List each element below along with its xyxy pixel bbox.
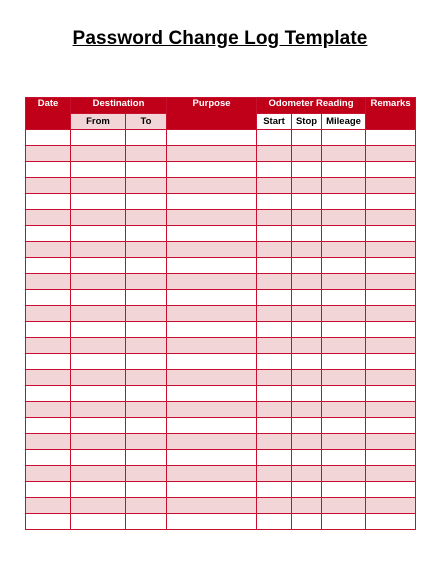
log-cell[interactable] [292, 386, 322, 402]
log-cell[interactable] [322, 146, 366, 162]
log-cell[interactable] [257, 274, 292, 290]
log-cell[interactable] [71, 434, 126, 450]
log-cell[interactable] [71, 338, 126, 354]
log-cell[interactable] [257, 146, 292, 162]
log-cell[interactable] [322, 162, 366, 178]
log-cell[interactable] [167, 498, 257, 514]
log-cell[interactable] [322, 386, 366, 402]
log-cell[interactable] [292, 306, 322, 322]
log-row [26, 194, 416, 210]
log-cell[interactable] [71, 370, 126, 386]
log-cell[interactable] [292, 498, 322, 514]
log-cell[interactable] [71, 450, 126, 466]
log-row [26, 130, 416, 146]
log-cell[interactable] [292, 226, 322, 242]
log-cell[interactable] [366, 418, 416, 434]
log-cell[interactable] [167, 434, 257, 450]
log-cell[interactable] [257, 306, 292, 322]
log-cell[interactable] [292, 274, 322, 290]
log-cell[interactable] [126, 402, 167, 418]
log-cell[interactable] [71, 146, 126, 162]
log-row [26, 178, 416, 194]
log-cell[interactable] [71, 210, 126, 226]
subheader-to: To [126, 114, 167, 130]
log-cell[interactable] [167, 514, 257, 530]
log-cell[interactable] [26, 146, 71, 162]
log-cell[interactable] [292, 354, 322, 370]
log-cell[interactable] [167, 290, 257, 306]
log-cell[interactable] [257, 402, 292, 418]
log-cell[interactable] [292, 258, 322, 274]
log-row [26, 322, 416, 338]
log-cell[interactable] [126, 354, 167, 370]
log-cell[interactable] [366, 258, 416, 274]
log-cell[interactable] [322, 450, 366, 466]
log-cell[interactable] [322, 258, 366, 274]
log-cell[interactable] [257, 482, 292, 498]
log-cell[interactable] [126, 226, 167, 242]
log-cell[interactable] [257, 386, 292, 402]
log-cell[interactable] [257, 418, 292, 434]
log-cell[interactable] [71, 290, 126, 306]
log-cell[interactable] [71, 242, 126, 258]
header-destination: Destination [71, 98, 167, 114]
log-row [26, 258, 416, 274]
log-cell[interactable] [322, 482, 366, 498]
log-cell[interactable] [292, 130, 322, 146]
log-cell[interactable] [366, 386, 416, 402]
log-cell[interactable] [322, 210, 366, 226]
log-cell[interactable] [26, 290, 71, 306]
log-cell[interactable] [71, 322, 126, 338]
log-cell[interactable] [167, 370, 257, 386]
log-cell[interactable] [257, 498, 292, 514]
log-row [26, 450, 416, 466]
log-cell[interactable] [292, 418, 322, 434]
log-cell[interactable] [322, 178, 366, 194]
log-cell[interactable] [366, 146, 416, 162]
log-cell[interactable] [257, 162, 292, 178]
log-row [26, 498, 416, 514]
log-cell[interactable] [366, 178, 416, 194]
log-cell[interactable] [71, 194, 126, 210]
log-cell[interactable] [167, 338, 257, 354]
log-cell[interactable] [126, 242, 167, 258]
log-cell[interactable] [366, 402, 416, 418]
log-cell[interactable] [366, 274, 416, 290]
log-cell[interactable] [126, 338, 167, 354]
log-cell[interactable] [322, 242, 366, 258]
subheader-start: Start [257, 114, 292, 130]
log-cell[interactable] [257, 434, 292, 450]
log-cell[interactable] [292, 242, 322, 258]
log-cell[interactable] [71, 466, 126, 482]
log-row [26, 514, 416, 530]
log-cell[interactable] [71, 178, 126, 194]
log-cell[interactable] [366, 482, 416, 498]
log-row [26, 402, 416, 418]
log-cell[interactable] [71, 402, 126, 418]
log-cell[interactable] [26, 402, 71, 418]
log-cell[interactable] [26, 274, 71, 290]
log-cell[interactable] [366, 194, 416, 210]
log-cell[interactable] [366, 130, 416, 146]
log-cell[interactable] [167, 354, 257, 370]
log-row [26, 418, 416, 434]
log-row [26, 386, 416, 402]
log-row [26, 338, 416, 354]
log-cell[interactable] [322, 274, 366, 290]
log-cell[interactable] [126, 498, 167, 514]
log-cell[interactable] [26, 306, 71, 322]
log-cell[interactable] [126, 146, 167, 162]
log-cell[interactable] [167, 450, 257, 466]
log-cell[interactable] [26, 514, 71, 530]
log-cell[interactable] [26, 258, 71, 274]
log-cell[interactable] [167, 226, 257, 242]
log-cell[interactable] [292, 210, 322, 226]
log-cell[interactable] [126, 514, 167, 530]
log-cell[interactable] [322, 322, 366, 338]
log-row [26, 354, 416, 370]
log-cell[interactable] [366, 210, 416, 226]
log-cell[interactable] [26, 450, 71, 466]
log-cell[interactable] [126, 162, 167, 178]
log-row [26, 306, 416, 322]
log-cell[interactable] [126, 450, 167, 466]
log-cell[interactable] [322, 338, 366, 354]
log-cell[interactable] [322, 226, 366, 242]
log-cell[interactable] [126, 210, 167, 226]
log-cell[interactable] [167, 322, 257, 338]
log-cell[interactable] [257, 354, 292, 370]
log-cell[interactable] [257, 514, 292, 530]
log-cell[interactable] [71, 258, 126, 274]
log-row [26, 242, 416, 258]
log-row [26, 290, 416, 306]
log-cell[interactable] [366, 434, 416, 450]
log-cell[interactable] [26, 210, 71, 226]
log-cell[interactable] [167, 418, 257, 434]
log-cell[interactable] [26, 418, 71, 434]
log-cell[interactable] [257, 370, 292, 386]
log-row [26, 162, 416, 178]
log-cell[interactable] [292, 370, 322, 386]
log-cell[interactable] [322, 498, 366, 514]
log-cell[interactable] [71, 386, 126, 402]
log-cell[interactable] [26, 178, 71, 194]
log-cell[interactable] [71, 498, 126, 514]
log-cell[interactable] [71, 482, 126, 498]
log-cell[interactable] [322, 290, 366, 306]
log-cell[interactable] [322, 354, 366, 370]
header-remarks: Remarks [366, 98, 416, 130]
log-row [26, 146, 416, 162]
log-cell[interactable] [26, 370, 71, 386]
log-cell[interactable] [292, 146, 322, 162]
log-cell[interactable] [292, 514, 322, 530]
log-cell[interactable] [126, 322, 167, 338]
log-cell[interactable] [167, 402, 257, 418]
log-cell[interactable] [292, 482, 322, 498]
log-cell[interactable] [71, 130, 126, 146]
subheader-from: From [71, 114, 126, 130]
log-cell[interactable] [71, 514, 126, 530]
log-cell[interactable] [26, 466, 71, 482]
header-date: Date [26, 98, 71, 130]
log-cell[interactable] [292, 434, 322, 450]
log-cell[interactable] [26, 354, 71, 370]
log-cell[interactable] [126, 418, 167, 434]
log-cell[interactable] [257, 210, 292, 226]
log-cell[interactable] [126, 370, 167, 386]
log-body [26, 130, 416, 530]
log-cell[interactable] [257, 450, 292, 466]
log-cell[interactable] [26, 226, 71, 242]
log-cell[interactable] [366, 450, 416, 466]
log-cell[interactable] [167, 306, 257, 322]
log-cell[interactable] [292, 450, 322, 466]
log-row [26, 482, 416, 498]
log-cell[interactable] [71, 354, 126, 370]
log-cell[interactable] [126, 258, 167, 274]
log-cell[interactable] [71, 162, 126, 178]
log-cell[interactable] [71, 226, 126, 242]
log-cell[interactable] [126, 434, 167, 450]
log-cell[interactable] [322, 514, 366, 530]
log-cell[interactable] [366, 306, 416, 322]
log-row [26, 210, 416, 226]
log-cell[interactable] [257, 338, 292, 354]
log-cell[interactable] [26, 322, 71, 338]
log-cell[interactable] [71, 274, 126, 290]
log-cell[interactable] [71, 306, 126, 322]
log-cell[interactable] [126, 274, 167, 290]
log-cell[interactable] [366, 322, 416, 338]
log-cell[interactable] [292, 178, 322, 194]
log-cell[interactable] [292, 290, 322, 306]
log-cell[interactable] [126, 194, 167, 210]
log-cell[interactable] [292, 162, 322, 178]
log-cell[interactable] [366, 498, 416, 514]
log-cell[interactable] [26, 386, 71, 402]
header-purpose: Purpose [167, 98, 257, 130]
log-cell[interactable] [167, 466, 257, 482]
log-cell[interactable] [71, 418, 126, 434]
log-cell[interactable] [292, 466, 322, 482]
log-cell[interactable] [292, 338, 322, 354]
log-cell[interactable] [126, 466, 167, 482]
log-cell[interactable] [26, 130, 71, 146]
header-odometer-reading: Odometer Reading [257, 98, 366, 114]
log-cell[interactable] [322, 306, 366, 322]
log-row [26, 434, 416, 450]
log-cell[interactable] [292, 194, 322, 210]
log-cell[interactable] [167, 130, 257, 146]
log-cell[interactable] [322, 466, 366, 482]
log-cell[interactable] [126, 178, 167, 194]
log-cell[interactable] [322, 418, 366, 434]
log-cell[interactable] [366, 354, 416, 370]
log-cell[interactable] [126, 386, 167, 402]
log-cell[interactable] [26, 434, 71, 450]
log-cell[interactable] [322, 130, 366, 146]
log-cell[interactable] [292, 402, 322, 418]
log-cell[interactable] [26, 242, 71, 258]
log-cell[interactable] [257, 258, 292, 274]
log-cell[interactable] [322, 434, 366, 450]
log-row [26, 274, 416, 290]
log-cell[interactable] [26, 162, 71, 178]
page-title: Password Change Log Template [72, 28, 368, 49]
subheader-stop: Stop [292, 114, 322, 130]
log-cell[interactable] [322, 194, 366, 210]
log-cell[interactable] [257, 226, 292, 242]
log-cell[interactable] [167, 162, 257, 178]
log-cell[interactable] [167, 482, 257, 498]
log-cell[interactable] [366, 242, 416, 258]
log-cell[interactable] [167, 194, 257, 210]
log-cell[interactable] [257, 242, 292, 258]
log-cell[interactable] [126, 130, 167, 146]
log-row [26, 226, 416, 242]
log-cell[interactable] [257, 194, 292, 210]
log-cell[interactable] [322, 370, 366, 386]
log-cell[interactable] [366, 514, 416, 530]
log-cell[interactable] [366, 370, 416, 386]
subheader-mileage: Mileage [322, 114, 366, 130]
log-row [26, 370, 416, 386]
log-cell[interactable] [292, 322, 322, 338]
log-cell[interactable] [126, 482, 167, 498]
log-cell[interactable] [26, 338, 71, 354]
log-cell[interactable] [257, 466, 292, 482]
log-cell[interactable] [322, 402, 366, 418]
log-cell[interactable] [167, 242, 257, 258]
log-cell[interactable] [26, 498, 71, 514]
log-cell[interactable] [167, 258, 257, 274]
log-cell[interactable] [26, 482, 71, 498]
log-cell[interactable] [167, 178, 257, 194]
log-cell[interactable] [167, 274, 257, 290]
log-cell[interactable] [366, 466, 416, 482]
log-row [26, 466, 416, 482]
log-cell[interactable] [366, 162, 416, 178]
log-cell[interactable] [126, 290, 167, 306]
log-cell[interactable] [366, 226, 416, 242]
log-cell[interactable] [366, 338, 416, 354]
log-cell[interactable] [167, 146, 257, 162]
log-cell[interactable] [366, 290, 416, 306]
log-cell[interactable] [257, 322, 292, 338]
log-cell[interactable] [257, 130, 292, 146]
log-cell[interactable] [257, 178, 292, 194]
log-cell[interactable] [167, 386, 257, 402]
log-table [25, 97, 416, 530]
log-cell[interactable] [126, 306, 167, 322]
log-cell[interactable] [257, 290, 292, 306]
log-cell[interactable] [167, 210, 257, 226]
log-cell[interactable] [26, 194, 71, 210]
